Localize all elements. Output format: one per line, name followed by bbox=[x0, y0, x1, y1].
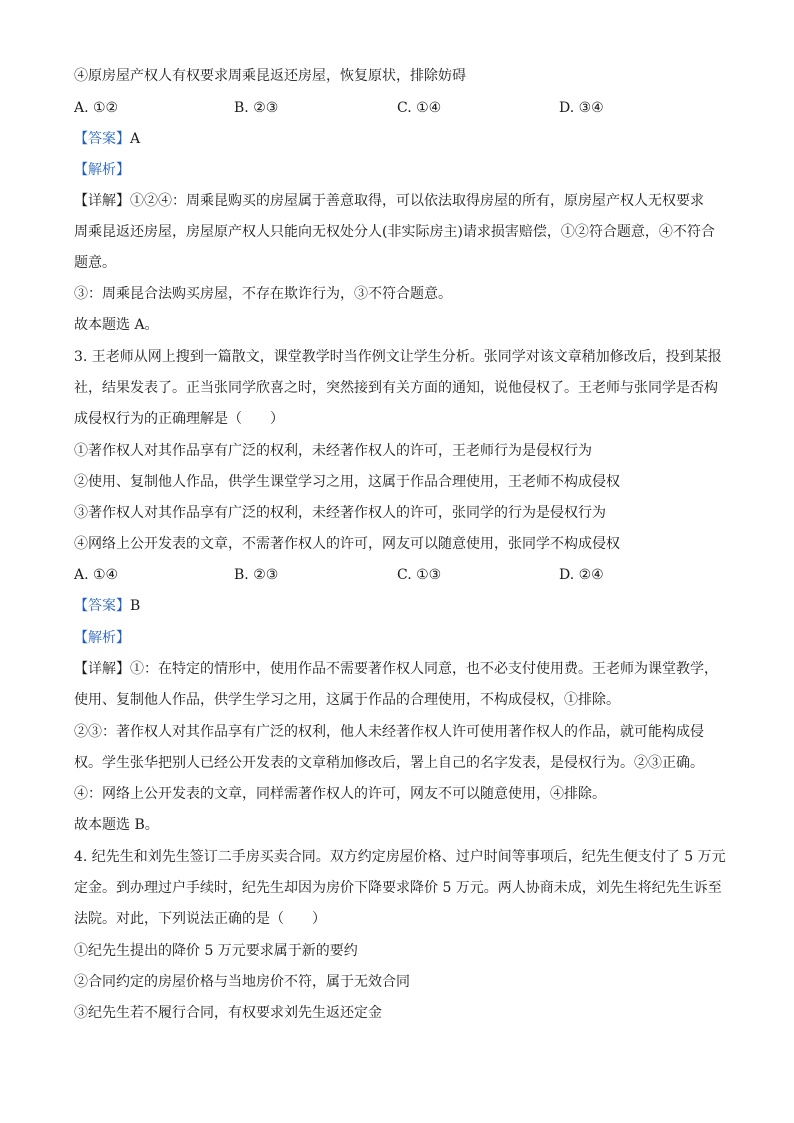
q2-options bbox=[74, 98, 734, 118]
answer-value: B bbox=[130, 598, 141, 614]
q3-analysis-tag: 【解析】 bbox=[74, 630, 130, 646]
q3-option-a: A. ①④ bbox=[74, 567, 119, 583]
q3-option-c: C. ①③ bbox=[397, 567, 442, 583]
q3-option-b: B. ②③ bbox=[234, 567, 279, 583]
q2-answer bbox=[74, 129, 726, 149]
q3-detail-line-2: 使用、复制他人作品，供学生学习之用，这属于作品的合理使用，不构成侵权，①排除。 bbox=[74, 692, 620, 708]
q3-detail-line-4: 权。学生张华把别人已经公开发表的文章稍加修改后，署上自己的名字发表，是侵权行为。②③正确。 bbox=[74, 755, 704, 771]
detail-tag: 【详解】 bbox=[74, 661, 130, 677]
q2-detail-line-3: 题意。 bbox=[74, 255, 116, 271]
q4-stem-line-3: 法院。对此，下列说法正确的是（ ） bbox=[74, 911, 326, 927]
detail-tag: 【详解】 bbox=[74, 193, 130, 209]
q4-stem-line-1: 4. 纪先生和刘先生签订二手房买卖合同。双方约定房屋价格、过户时间等事项后，纪先生便支付了 5 万元 bbox=[74, 849, 726, 865]
q4-stem-line-2: 定金。到办理过户手续时，纪先生却因为房价下降要求降价 5 万元。两人协商未成，刘先生将纪先生诉至 bbox=[74, 880, 722, 896]
q3-answer bbox=[74, 596, 726, 616]
q2-detail-line-2: 周乘昆返还房屋，房屋原产权人只能向无权处分人(非实际房主)请求损害赔偿，①②符合题意，④不符合 bbox=[74, 224, 715, 240]
q3-options bbox=[74, 565, 734, 585]
answer-value: A bbox=[130, 131, 141, 147]
q3-item-4: ④网络上公开发表的文章，不需著作权人的许可，网友可以随意使用，张同学不构成侵权 bbox=[74, 536, 620, 552]
q3-stem-line-1: 3. 王老师从网上搜到一篇散文，课堂教学时当作例文让学生分析。张同学对该文章稍加修改后，投到某报 bbox=[74, 349, 722, 365]
q3-stem-line-2: 社，结果发表了。正当张同学欣喜之时，突然接到有关方面的通知，说他侵权了。王老师与张同学是否构 bbox=[74, 380, 718, 396]
q3-conclusion: 故本题选 B。 bbox=[74, 817, 159, 833]
q3-detail-line-5: ④：网络上公开发表的文章，同样需著作权人的许可，网友不可以随意使用，④排除。 bbox=[74, 786, 606, 802]
q2-analysis-tag: 【解析】 bbox=[74, 162, 130, 178]
q2-option-c: C. ①④ bbox=[397, 100, 442, 116]
answer-tag: 【答案】 bbox=[74, 131, 130, 147]
q3-detail-line-3: ②③：著作权人对其作品享有广泛的权利，他人未经著作权人许可使用著作权人的作品，就可能构成侵 bbox=[74, 724, 704, 740]
q2-conclusion: 故本题选 A。 bbox=[74, 317, 159, 333]
q3-item-3: ③著作权人对其作品享有广泛的权利，未经著作权人的许可，张同学的行为是侵权行为 bbox=[74, 505, 606, 521]
q2-option-d: D. ③④ bbox=[559, 100, 604, 116]
q4-item-2: ②合同约定的房屋价格与当地房价不符，属于无效合同 bbox=[74, 974, 410, 990]
q4-item-3: ③纪先生若不履行合同，有权要求刘先生返还定金 bbox=[74, 1005, 382, 1021]
q4-item-1: ①纪先生提出的降价 5 万元要求属于新的要约 bbox=[74, 943, 358, 959]
q3-detail-line-1: 【详解】①：在特定的情形中，使用作品不需要著作权人同意，也不必支付使用费。王老师为课堂教学， bbox=[74, 661, 718, 677]
answer-tag: 【答案】 bbox=[74, 598, 130, 614]
q3-item-2: ②使用、复制他人作品，供学生课堂学习之用，这属于作品合理使用，王老师不构成侵权 bbox=[74, 474, 620, 490]
q2-detail-line-1: 【详解】①②④：周乘昆购买的房屋属于善意取得，可以依法取得房屋的所有，原房屋产权人无权要求 bbox=[74, 193, 704, 209]
q3-stem-line-3: 成侵权行为的正确理解是（ ） bbox=[74, 411, 284, 427]
q2-option-a: A. ①② bbox=[74, 100, 119, 116]
q2-item-4: ④原房屋产权人有权要求周乘昆返还房屋，恢复原状，排除妨碍 bbox=[74, 68, 466, 84]
q2-option-b: B. ②③ bbox=[234, 100, 279, 116]
q2-detail-line-4: ③：周乘昆合法购买房屋，不存在欺诈行为，③不符合题意。 bbox=[74, 286, 452, 302]
q3-option-d: D. ②④ bbox=[559, 567, 604, 583]
q3-item-1: ①著作权人对其作品享有广泛的权利，未经著作权人的许可，王老师行为是侵权行为 bbox=[74, 443, 592, 459]
